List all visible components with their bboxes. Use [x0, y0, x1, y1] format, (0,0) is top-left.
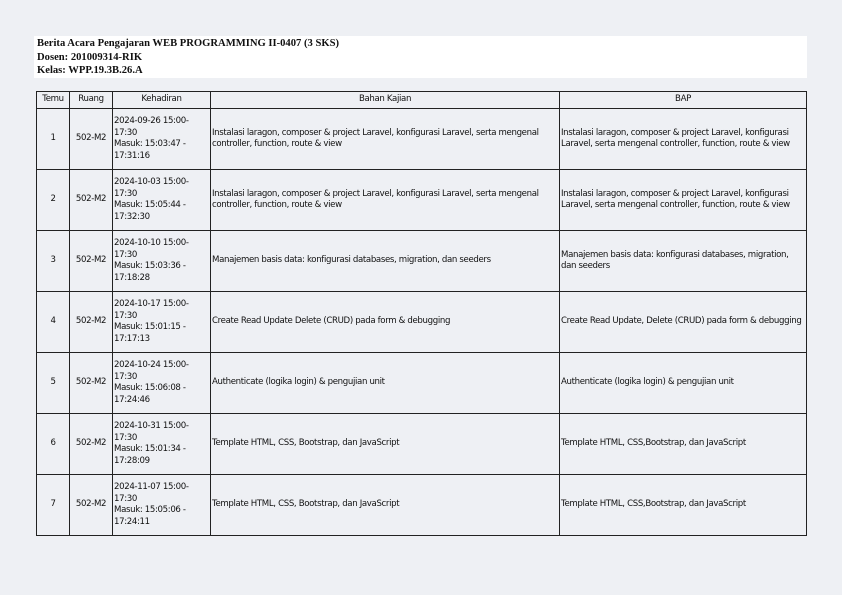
check-out: 17:32:30 [114, 211, 150, 222]
class-line: Kelas: WPP.19.3B.26.A [37, 65, 143, 76]
check-in: Masuk: 15:03:47 - [114, 139, 186, 149]
table-row [37, 414, 807, 475]
schedule-end: 17:30 [114, 127, 138, 138]
document-header [34, 36, 807, 78]
check-out: 17:17:13 [114, 333, 150, 344]
cell-ruang: 502-M2 [70, 475, 113, 536]
check-out: 17:31:16 [114, 150, 150, 161]
cell-temu: 6 [37, 414, 70, 475]
lecturer-line: Dosen: 201009314-RIK [37, 51, 143, 63]
cell-temu: 3 [37, 231, 70, 292]
cell-bahan-kajian: Template HTML, CSS, Bootstrap, dan JavaScript [211, 414, 560, 475]
check-in: Masuk: 15:05:06 - [114, 505, 186, 515]
header-row [37, 92, 807, 109]
cell-ruang: 502-M2 [70, 170, 113, 231]
cell-temu: 7 [37, 475, 70, 536]
table-row [37, 231, 807, 292]
cell-kehadiran [113, 292, 211, 353]
cell-bahan-kajian: Instalasi laragon, composer & project Laravel, konfigurasi Laravel, serta mengenal controller, function, route & view [211, 170, 560, 231]
schedule-start: 2024-09-26 15:00- [114, 116, 189, 126]
col-header-bahan-kajian: Bahan Kajian [211, 92, 560, 109]
cell-kehadiran [113, 231, 211, 292]
schedule-end: 17:30 [114, 432, 138, 443]
schedule-start: 2024-10-17 15:00- [114, 299, 189, 309]
check-out: 17:18:28 [114, 272, 150, 283]
check-out: 17:24:46 [114, 394, 150, 405]
cell-bap: Template HTML, CSS,Bootstrap, dan JavaScript [560, 475, 807, 536]
cell-kehadiran [113, 414, 211, 475]
schedule-start: 2024-11-07 15:00- [114, 482, 189, 492]
cell-bahan-kajian: Create Read Update Delete (CRUD) pada form & debugging [211, 292, 560, 353]
document-title: Berita Acara Pengajaran WEB PROGRAMMING II-0407 (3 SKS) [37, 38, 339, 49]
cell-ruang: 502-M2 [70, 231, 113, 292]
cell-temu: 1 [37, 109, 70, 170]
check-in: Masuk: 15:05:44 - [114, 200, 186, 210]
schedule-start: 2024-10-24 15:00- [114, 360, 189, 370]
col-header-temu: Temu [37, 92, 70, 109]
schedule-start: 2024-10-31 15:00- [114, 421, 189, 431]
schedule-start: 2024-10-03 15:00- [114, 177, 189, 187]
table-row [37, 170, 807, 231]
cell-bap: Manajemen basis data: konfigurasi databases, migration, dan seeders [560, 231, 807, 292]
check-in: Masuk: 15:03:36 - [114, 261, 186, 271]
table-row [37, 292, 807, 353]
col-header-ruang: Ruang [70, 92, 113, 109]
cell-ruang: 502-M2 [70, 414, 113, 475]
cell-temu: 5 [37, 353, 70, 414]
cell-ruang: 502-M2 [70, 292, 113, 353]
table-row [37, 475, 807, 536]
check-in: Masuk: 15:01:15 - [114, 322, 186, 332]
check-out: 17:28:09 [114, 455, 150, 466]
cell-bap: Authenticate (logika login) & pengujian unit [560, 353, 807, 414]
cell-kehadiran [113, 475, 211, 536]
cell-bahan-kajian: Instalasi laragon, composer & project Laravel, konfigurasi Laravel, serta mengenal controller, function, route & view [211, 109, 560, 170]
cell-ruang: 502-M2 [70, 353, 113, 414]
schedule-end: 17:30 [114, 310, 138, 321]
cell-bap: Instalasi laragon, composer & project Laravel, konfigurasi Laravel, serta mengenal controller, function, route & view [560, 109, 807, 170]
table-header [37, 92, 807, 109]
check-out: 17:24:11 [114, 516, 150, 527]
cell-bahan-kajian: Template HTML, CSS, Bootstrap, dan JavaScript [211, 475, 560, 536]
cell-kehadiran [113, 170, 211, 231]
attendance-table [36, 91, 807, 536]
schedule-end: 17:30 [114, 371, 138, 382]
table-row [37, 109, 807, 170]
cell-kehadiran [113, 109, 211, 170]
cell-bap: Instalasi laragon, composer & project Laravel, konfigurasi Laravel, serta mengenal controller, function, route & view [560, 170, 807, 231]
cell-temu: 2 [37, 170, 70, 231]
check-in: Masuk: 15:01:34 - [114, 444, 186, 454]
cell-temu: 4 [37, 292, 70, 353]
cell-bahan-kajian: Manajemen basis data: konfigurasi databases, migration, dan seeders [211, 231, 560, 292]
schedule-end: 17:30 [114, 188, 138, 199]
cell-kehadiran [113, 353, 211, 414]
cell-bahan-kajian: Authenticate (logika login) & pengujian unit [211, 353, 560, 414]
table-row [37, 353, 807, 414]
schedule-start: 2024-10-10 15:00- [114, 238, 189, 248]
schedule-end: 17:30 [114, 493, 138, 504]
cell-bap: Template HTML, CSS,Bootstrap, dan JavaScript [560, 414, 807, 475]
schedule-end: 17:30 [114, 249, 138, 260]
cell-bap: Create Read Update, Delete (CRUD) pada form & debugging [560, 292, 807, 353]
cell-ruang: 502-M2 [70, 109, 113, 170]
col-header-bap: BAP [560, 92, 807, 109]
col-header-kehadiran: Kehadiran [113, 92, 211, 109]
check-in: Masuk: 15:06:08 - [114, 383, 186, 393]
